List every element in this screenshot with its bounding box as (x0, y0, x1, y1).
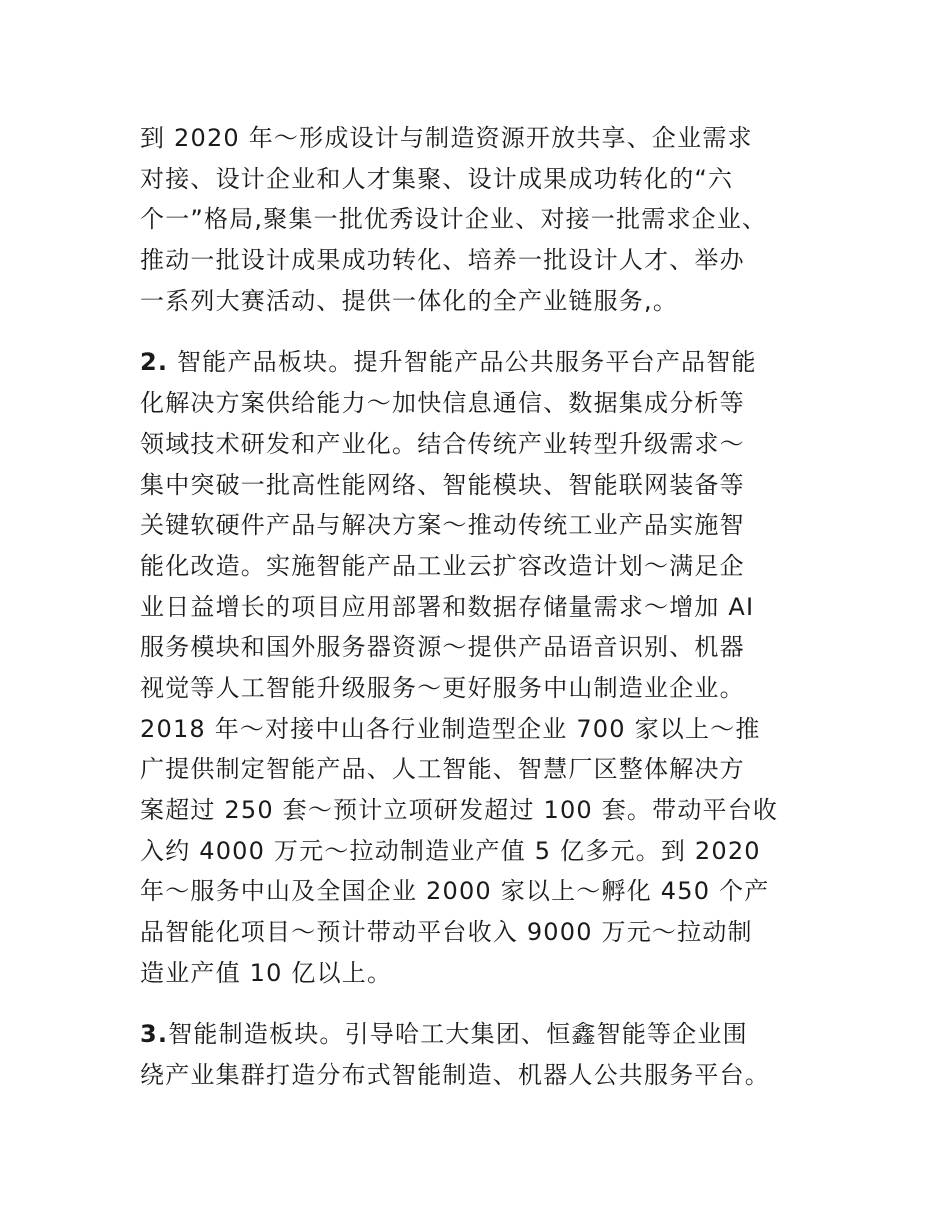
paragraph-design-goals (140, 118, 820, 321)
text-segment: 智能制造板块。引导哈工大集团、恒鑫智能等企业围 (168, 1020, 748, 1049)
document-body (140, 118, 820, 1096)
text-line: 年～服务中山及全国企业 2000 家以上～孵化 450 个产 (140, 877, 770, 906)
text-line: 个一”格局,聚集一批优秀设计企业、对接一批需求企业、 (140, 205, 768, 234)
text-line: 服务模块和国外服务器资源～提供产品语音识别、机器 (140, 633, 745, 662)
text-line: 领域技术研发和产业化。结合传统产业转型升级需求～ (140, 429, 745, 458)
paragraph-spacer (140, 993, 820, 1014)
text-line: 到 2020 年～形成设计与制造资源开放共享、企业需求 (140, 124, 753, 152)
text-line: 广提供制定智能产品、人工智能、智慧厂区整体解决方 (140, 755, 745, 784)
text-line (140, 1014, 820, 1055)
paragraph-smart-manufacturing (140, 1014, 820, 1095)
section-number: 3. (140, 1020, 169, 1049)
text-line: 一系列大赛活动、提供一体化的全产业链服务,。 (140, 286, 679, 315)
text-line: 能化改造。实施智能产品工业云扩容改造计划～满足企 (140, 551, 745, 580)
text-line: 入约 4000 万元～拉动制造业产值 5 亿多元。到 2020 (140, 836, 761, 865)
text-line (140, 342, 820, 383)
text-segment: 智能产品板块。提升智能产品公共服务平台产品智能 (168, 348, 757, 377)
text-line: 品智能化项目～预计带动平台收入 9000 万元～拉动制 (140, 918, 753, 947)
text-line: 关键软硬件产品与解决方案～推动传统工业产品实施智 (140, 511, 745, 540)
paragraph-smart-products (140, 342, 820, 993)
text-line: 业日益增长的项目应用部署和数据存储量需求～增加 AI (140, 592, 755, 621)
text-line: 化解决方案供给能力～加快信息通信、数据集成分析等 (140, 389, 745, 418)
paragraph-spacer (140, 321, 820, 342)
text-line: 集中突破一批高性能网络、智能模块、智能联网装备等 (140, 470, 745, 499)
section-number: 2. (140, 348, 169, 377)
text-line: 视觉等人工智能升级服务～更好服务中山制造业企业。 (140, 673, 745, 702)
text-line: 案超过 250 套～预计立项研发超过 100 套。带动平台收 (140, 796, 779, 824)
text-line: 对接、设计企业和人才集聚、设计成果成功转化的“六 (140, 164, 734, 193)
text-line: 2018 年～对接中山各行业制造型企业 700 家以上～推 (140, 714, 761, 743)
text-line: 造业产值 10 亿以上。 (140, 958, 393, 987)
text-line: 推动一批设计成果成功转化、培养一批设计人才、举办 (140, 246, 745, 275)
text-line: 绕产业集群打造分布式智能制造、机器人公共服务平台。 (140, 1061, 770, 1090)
